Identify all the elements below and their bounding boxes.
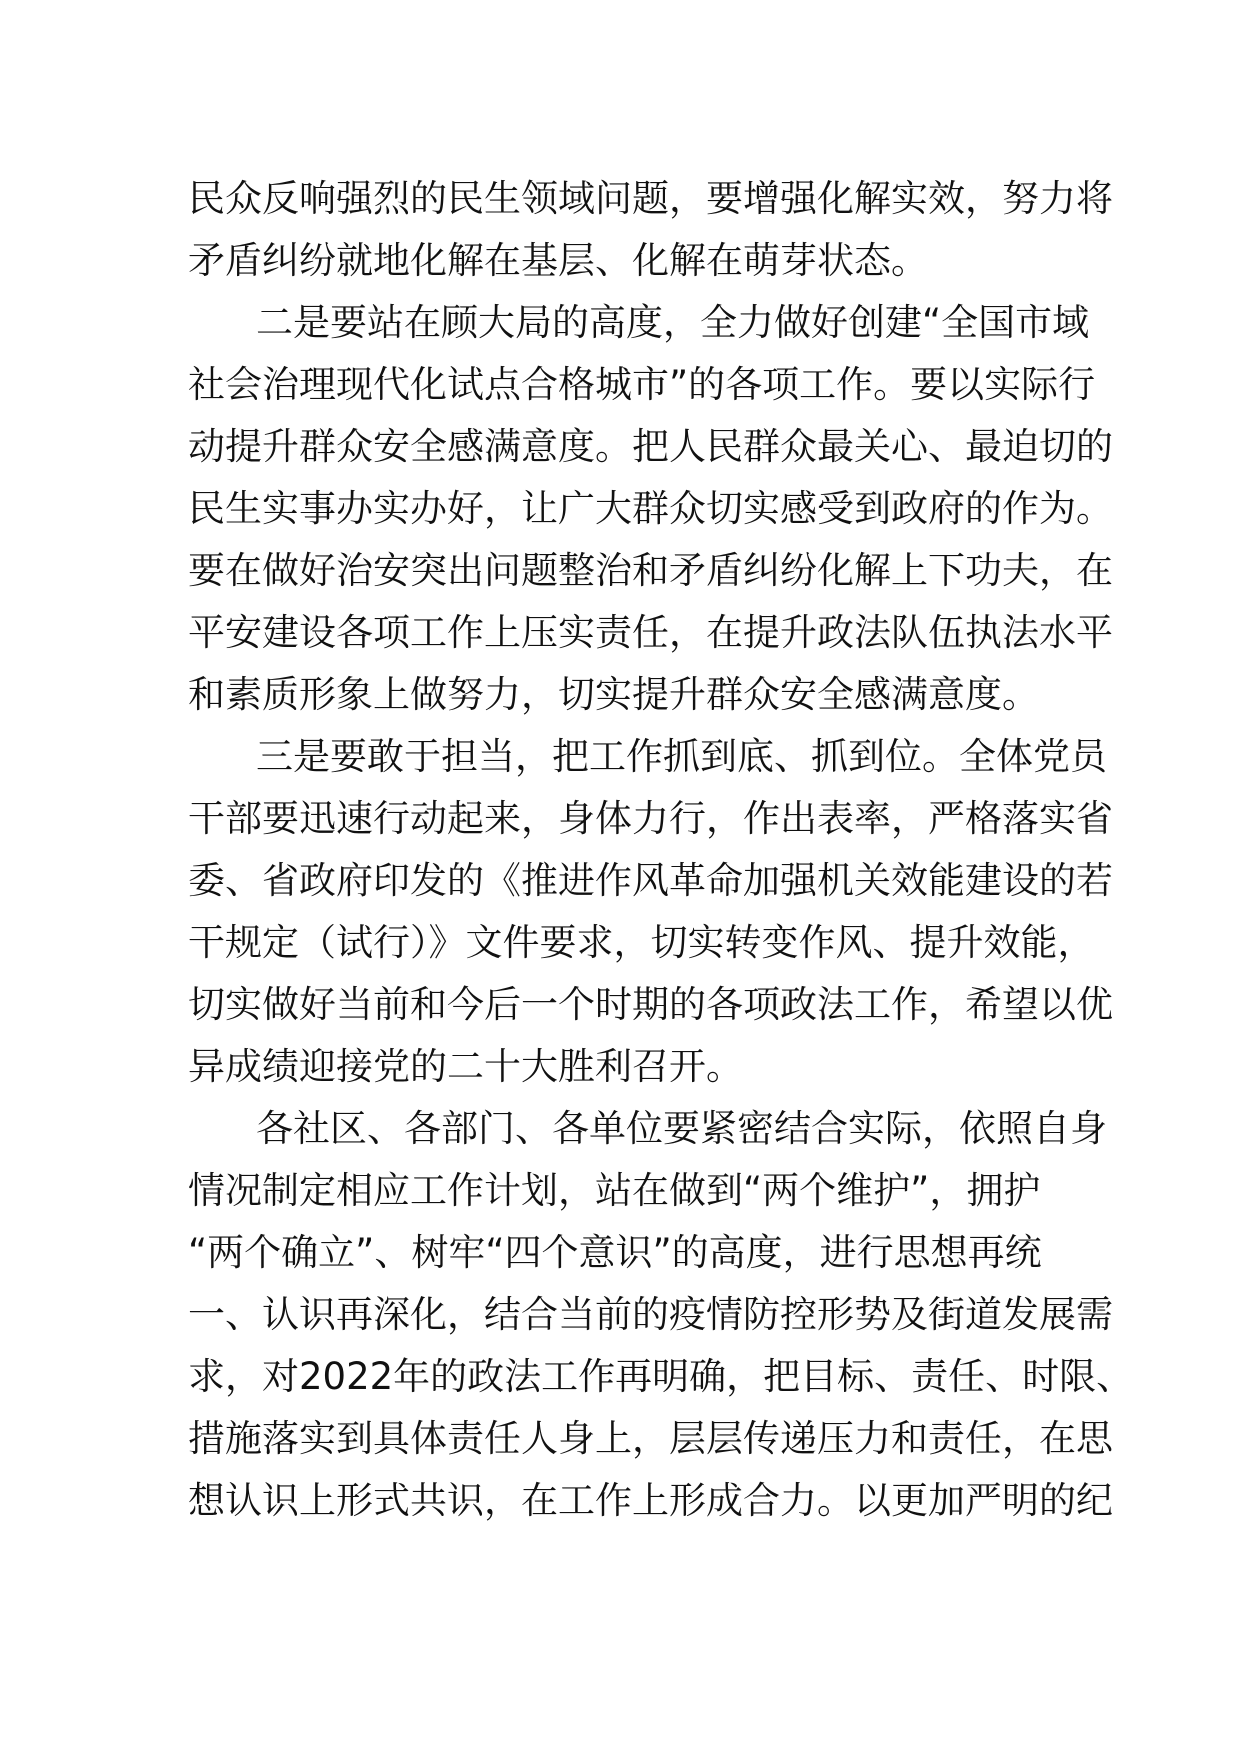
text-line: 平安建设各项工作上压实责任，在提升政法队伍执法水平 — [188, 611, 1113, 654]
body-text — [188, 168, 1134, 1532]
text-line: 一、认识再深化，结合当前的疫情防控形势及街道发展需 — [188, 1293, 1113, 1336]
text-line: 民众反响强烈的民生领域问题，要增强化解实效，努力将 — [188, 177, 1113, 220]
text-line: 动提升群众安全感满意度。把人民群众最关心、最迫切的 — [188, 425, 1113, 468]
text-line: “两个确立”、树牢“四个意识”的高度，进行思想再统 — [188, 1231, 1042, 1274]
text-line: 矛盾纠纷就地化解在基层、化解在萌芽状态。 — [188, 239, 928, 282]
paragraph-start-line: 三是要敢于担当，把工作抓到底、抓到位。全体党员 — [256, 735, 1107, 778]
text-line: 想认识上形式共识，在工作上形成合力。以更加严明的纪 — [188, 1479, 1113, 1522]
text-line: 干规定（试行）》文件要求，切实转变作风、提升效能， — [188, 921, 1095, 964]
text-line: 和素质形象上做努力，切实提升群众安全感满意度。 — [188, 673, 1039, 716]
text-line: 异成绩迎接党的二十大胜利召开。 — [188, 1045, 743, 1088]
paragraph-start-line: 各社区、各部门、各单位要紧密结合实际，依照自身 — [256, 1107, 1107, 1150]
text-line: 民生实事办实办好，让广大群众切实感受到政府的作为。 — [188, 487, 1113, 530]
text-line: 措施落实到具体责任人身上，层层传递压力和责任，在思 — [188, 1417, 1113, 1460]
text-line: 切实做好当前和今后一个时期的各项政法工作，希望以优 — [188, 983, 1113, 1026]
text-line: 情况制定相应工作计划，站在做到“两个维护”，拥护 — [188, 1169, 1041, 1212]
paragraph-start-line: 二是要站在顾大局的高度，全力做好创建“全国市域 — [256, 301, 1090, 344]
text-line: 要在做好治安突出问题整治和矛盾纠纷化解上下功夫，在 — [188, 549, 1113, 592]
text-line: 社会治理现代化试点合格城市”的各项工作。要以实际行 — [188, 363, 1096, 406]
text-line: 干部要迅速行动起来，身体力行，作出表率，严格落实省 — [188, 797, 1113, 840]
text-line: 求，对2022年的政法工作再明确，把目标、责任、时限、 — [188, 1355, 1134, 1398]
text-line: 委、省政府印发的《推进作风革命加强机关效能建设的若 — [188, 859, 1113, 902]
